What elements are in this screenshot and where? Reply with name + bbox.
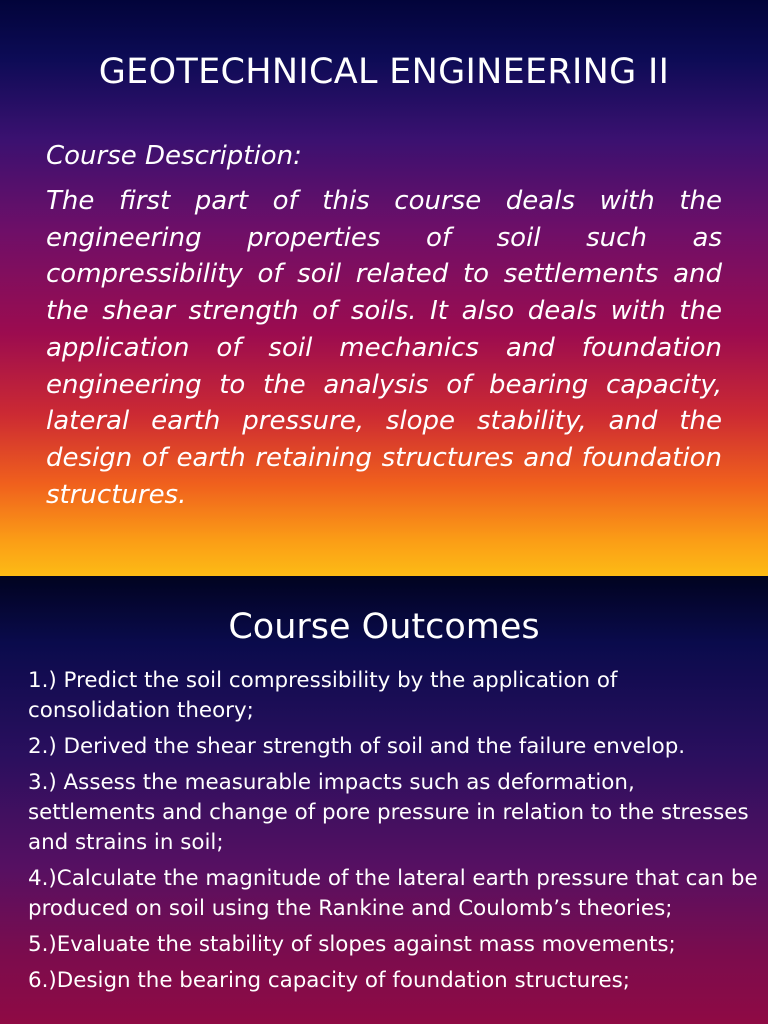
outcome-item: 6.)Design the bearing capacity of foundation structures; bbox=[28, 968, 630, 993]
outcomes-list bbox=[28, 666, 758, 1002]
course-description-heading: Course Description: bbox=[46, 141, 302, 171]
outcome-item: 1.) Predict the soil compressibility by the application of consolidation theory; bbox=[28, 668, 618, 723]
outcome-item: 3.) Assess the measurable impacts such as deformation, settlements and change of pore pressure in relation to the stresses and strains in soil; bbox=[28, 770, 749, 855]
outcomes-title: Course Outcomes bbox=[228, 607, 540, 647]
outcome-item: 2.) Derived the shear strength of soil and the failure envelop. bbox=[28, 734, 686, 759]
course-description-text: The first part of this course deals with the engineering properties of soil such as compressibility of soil related to settlements and the shear strength of soils. It also deals with the application of soil mechanics and foundation engineering to the analysis of bearing capacity, lateral earth pressure, slope stability, and the design of earth retaining structures and foundation structures. bbox=[46, 186, 722, 510]
slide-course-outcomes bbox=[0, 576, 768, 1024]
outcome-item: 5.)Evaluate the stability of slopes against mass movements; bbox=[28, 932, 676, 957]
slide-title: GEOTECHNICAL ENGINEERING II bbox=[98, 52, 670, 92]
outcome-item: 4.)Calculate the magnitude of the lateral earth pressure that can be produced on soil using the Rankine and Coulomb’s theories; bbox=[28, 866, 758, 921]
